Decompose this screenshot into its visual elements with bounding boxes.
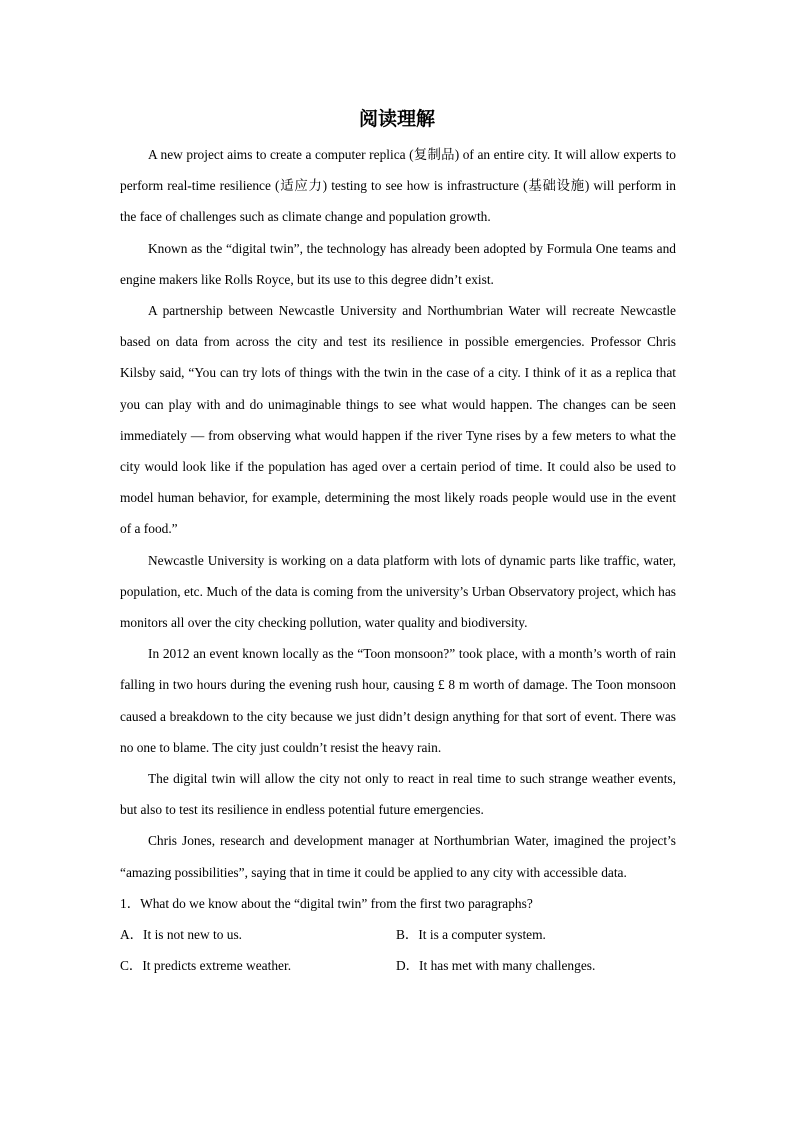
question-1-options [120, 919, 676, 981]
option-b: B．It is a computer system. [396, 927, 546, 943]
paragraph-5: In 2012 an event known locally as the “Toon monsoon?” took place, with a month’s worth of rain falling in two hours during the evening rush hour, causing £ 8 m worth of damage. The Toon monsoon caused a breakdown to the city because we just didn’t design anything for that sort of event. There was no one to blame. The city just couldn’t resist the heavy rain. [120, 646, 676, 755]
paragraph-1: A new project aims to create a computer replica (复制品) of an entire city. It will allow experts to perform real-time resilience (适应力) testing to see how is infrastructure (基础设施) will perform in the face of challenges such as climate change and population growth. [120, 147, 676, 225]
question-1: 1．What do we know about the “digital twin” from the first two paragraphs? [120, 895, 533, 911]
paragraph-4: Newcastle University is working on a data platform with lots of dynamic parts like traffic, water, population, etc. Much of the data is coming from the university’s Urban Observatory project, which has monitors all over the city checking pollution, water quality and biodiversity. [120, 552, 676, 631]
passage-body [120, 139, 676, 981]
page-title: 阅读理解 [358, 108, 435, 130]
paragraph-2: Known as the “digital twin”, the technology has already been adopted by Formula One teams and engine makers like Rolls Royce, but its use to this degree didn’t exist. [120, 240, 676, 287]
option-c: C．It predicts extreme weather. [120, 958, 292, 974]
option-a: A．It is not new to us. [120, 927, 242, 943]
paragraph-3: A partnership between Newcastle University and Northumbrian Water will recreate Newcastle based on data from across the city and test its resilience in possible emergencies. Professor Chris Kilsby said, “You can try lots of things with the twin in the case of a city. I think of it as a replica that you can play with and do unimaginable things to see what would happen. The changes can be seen immediately — from observing what would happen if the river Tyne rises by a few meters to what the city would look like if the population has aged over a certain period of time. It could also be used to model human behavior, for example, determining the most likely roads people would use in the event of a food.” [120, 303, 676, 537]
paragraph-7: Chris Jones, research and development manager at Northumbrian Water, imagined the project’s “amazing possibilities”, saying that in time it could be applied to any city with accessible data. [120, 833, 676, 880]
paragraph-6: The digital twin will allow the city not only to react in real time to such strange weather events, but also to test its resilience in endless potential future emergencies. [120, 771, 676, 818]
option-d: D．It has met with many challenges. [396, 958, 596, 974]
